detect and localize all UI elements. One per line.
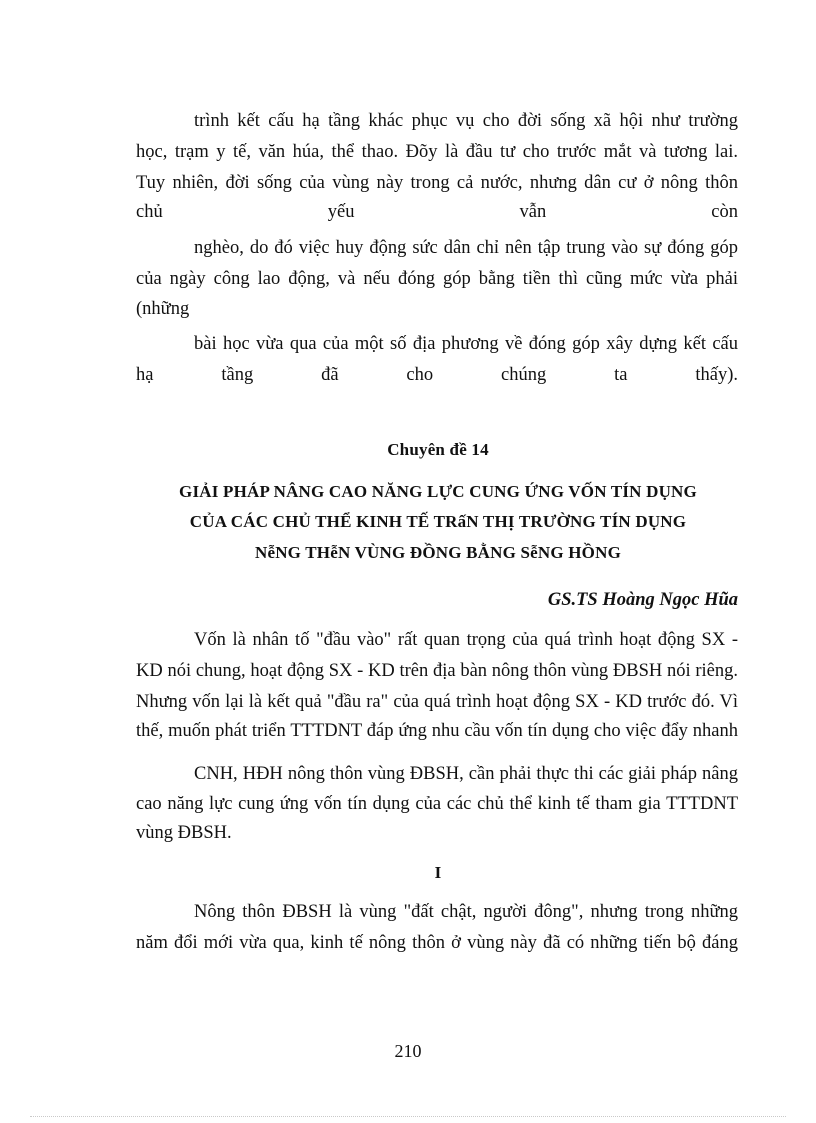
- text-line: nghèo, do đó việc huy động sức dân chỉ nên tập trung vào sự đóng góp: [194, 238, 738, 258]
- text-line: hạ tầng đã cho chúng ta thấy).: [136, 365, 738, 385]
- text-line: chủ yếu vẫn còn: [136, 202, 738, 222]
- text-line: CNH, HĐH nông thôn vùng ĐBSH, cần phải thực thi các giải pháp nâng: [194, 764, 738, 784]
- text-line: Tuy nhiên, đời sống của vùng này trong cả nước, nhưng dân cư ở nông thôn: [136, 173, 738, 193]
- text-line: Nhưng vốn lại là kết quả "đầu ra" của quá trình hoạt động SX - KD trước đó. Vì: [136, 692, 738, 712]
- author-name: GS.TS Hoàng Ngọc Hũa: [547, 590, 738, 610]
- text-line: Vốn là nhân tố "đầu vào" rất quan trọng của quá trình hoạt động SX -: [194, 630, 738, 650]
- chapter-title-line: CỦA CÁC CHỦ THỂ KINH TẾ TRấN THỊ TRƯỜNG TÍN DỤNG: [189, 512, 687, 531]
- text-line: năm đổi mới vừa qua, kinh tế nông thôn ở vùng này đã có những tiến bộ đáng: [136, 933, 738, 953]
- section-numeral: I: [434, 863, 442, 882]
- text-line: cao năng lực cung ứng vốn tín dụng của các chủ thể kinh tế tham gia TTTDNT: [136, 794, 738, 814]
- text-line: học, trạm y tế, văn húa, thể thao. Đõy là đầu tư cho trước mắt và tương lai.: [136, 142, 738, 162]
- text-line: KD nói chung, hoạt động SX - KD trên địa bàn nông thôn vùng ĐBSH nói riêng.: [136, 661, 738, 681]
- text-line: bài học vừa qua của một số địa phương về đóng góp xây dựng kết cấu: [194, 334, 738, 354]
- text-line: (những: [136, 299, 190, 319]
- text-line: trình kết cấu hạ tầng khác phục vụ cho đời sống xã hội như trường: [194, 111, 738, 131]
- text-line: của ngày công lao động, và nếu đóng góp bằng tiền thì cũng mức vừa phải: [136, 269, 738, 289]
- chapter-title-line: GIẢI PHÁP NÂNG CAO NĂNG LỰC CUNG ỨNG VỐN TÍN DỤNG: [179, 482, 697, 501]
- chapter-title-line: NễNG THễN VÙNG ĐỒNG BẰNG SễNG HỒNG: [254, 543, 621, 562]
- text-line: vùng ĐBSH.: [136, 823, 232, 843]
- text-line: thế, muốn phát triển TTTDNT đáp ứng nhu cầu vốn tín dụng cho việc đẩy nhanh: [136, 721, 738, 741]
- chapter-label: Chuyên đề 14: [387, 440, 489, 459]
- page-number: 210: [394, 1041, 422, 1061]
- footer-divider: [30, 1116, 786, 1117]
- text-line: Nông thôn ĐBSH là vùng "đất chật, người đông", nhưng trong những: [194, 902, 738, 922]
